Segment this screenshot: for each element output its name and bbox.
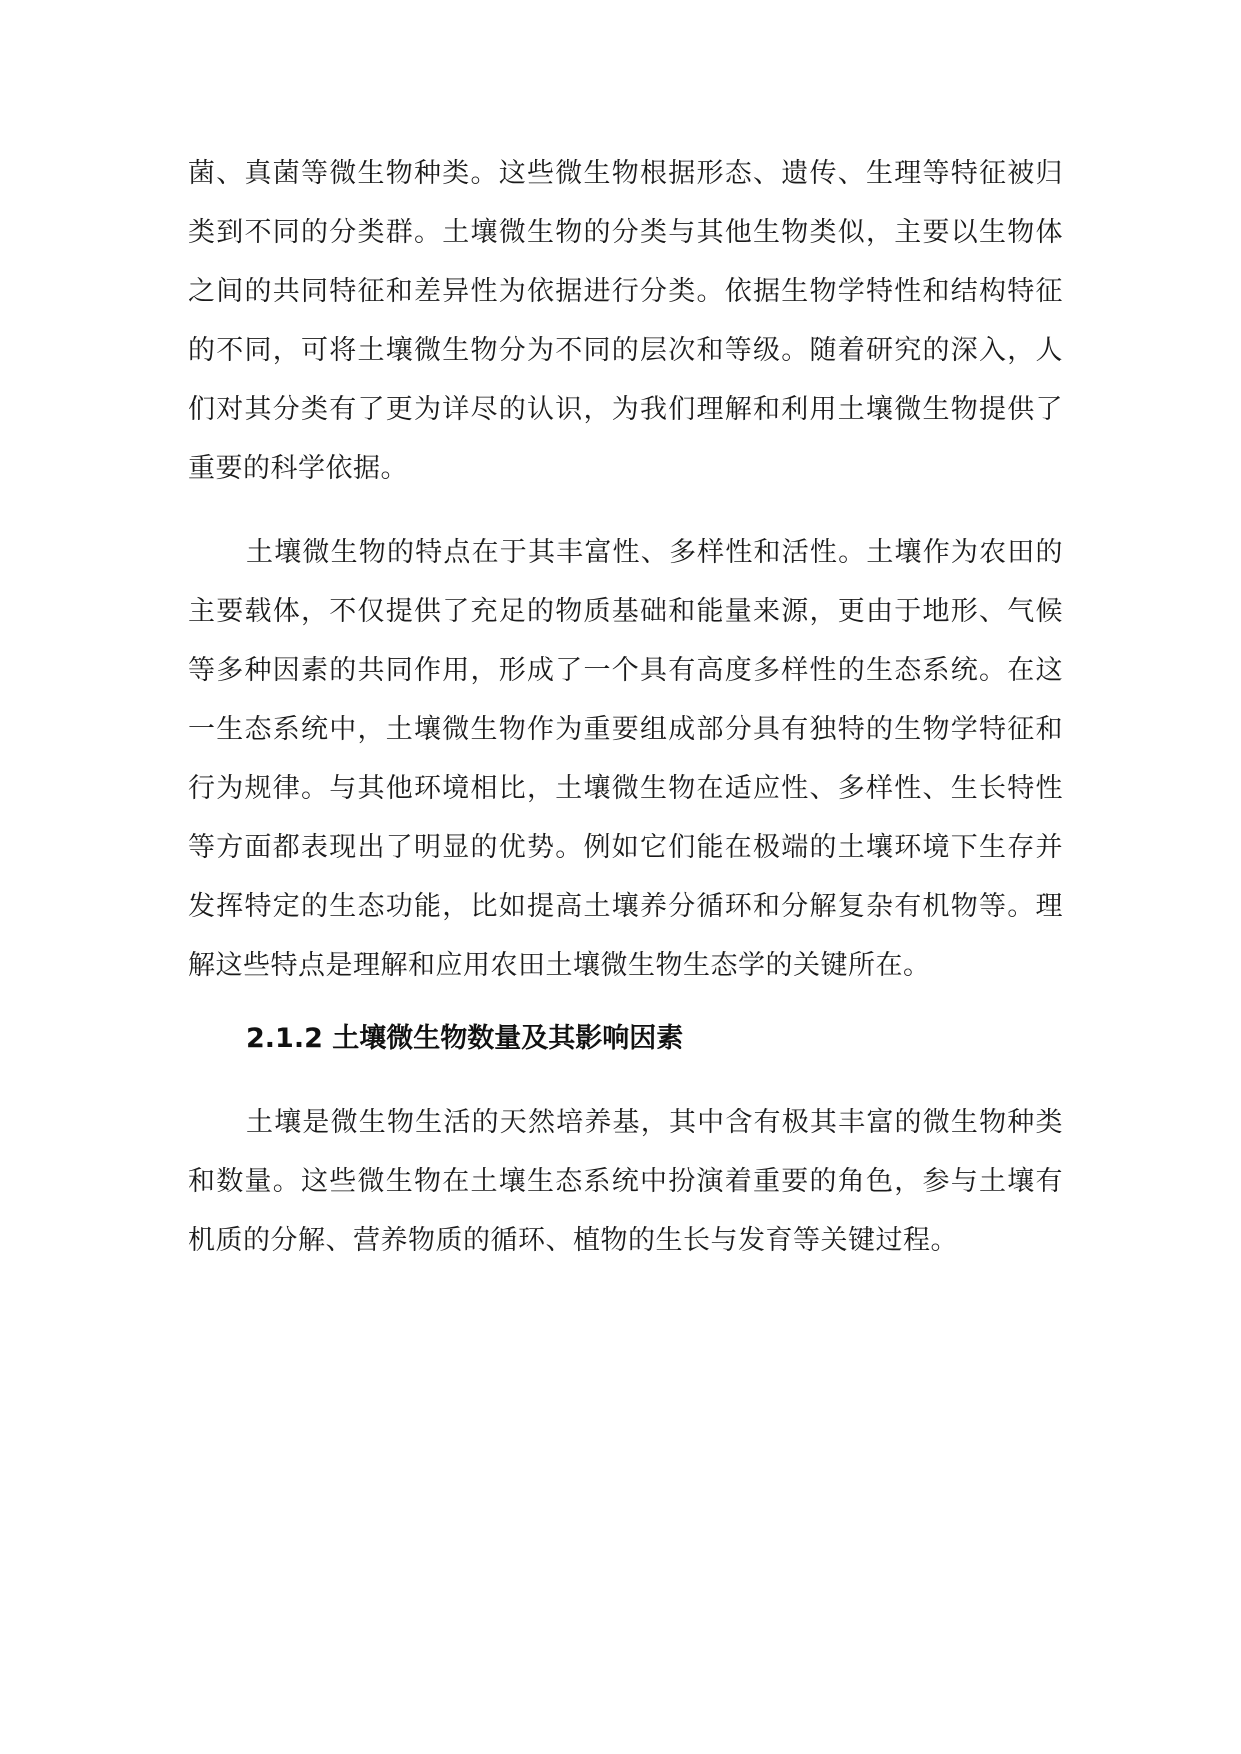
- paragraph-classification: 菌、真菌等微生物种类。这些微生物根据形态、遗传、生理等特征被归类到不同的分类群。土壤微生物的分类与其他生物类似，主要以生物体之间的共同特征和差异性为依据进行分类。依据生物学特性和结构特征的不同，可将土壤微生物分为不同的层次和等级。随着研究的深入，人们对其分类有了更为详尽的认识，为我们理解和利用土壤微生物提供了重要的科学依据。: [188, 158, 1063, 484]
- section-heading: 2.1.2 土壤微生物数量及其影响因素: [246, 1023, 684, 1054]
- document-body: [188, 144, 1063, 1270]
- paragraph-gap: [188, 498, 1063, 523]
- paragraph-quantity: 土壤是微生物生活的天然培养基，其中含有极其丰富的微生物种类和数量。这些微生物在土壤生态系统中扮演着重要的角色，参与土壤有机质的分解、营养物质的循环、植物的生长与发育等关键过程。: [188, 1107, 1063, 1256]
- paragraph-characteristics: 土壤微生物的特点在于其丰富性、多样性和活性。土壤作为农田的主要载体，不仅提供了充足的物质基础和能量来源，更由于地形、气候等多种因素的共同作用，形成了一个具有高度多样性的生态系统。在这一生态系统中，土壤微生物作为重要组成部分具有独特的生物学特征和行为规律。与其他环境相比，土壤微生物在适应性、多样性、生长特性等方面都表现出了明显的优势。例如它们能在极端的土壤环境下生存并发挥特定的生态功能，比如提高土壤养分循环和分解复杂有机物等。理解这些特点是理解和应用农田土壤微生物生态学的关键所在。: [188, 537, 1063, 981]
